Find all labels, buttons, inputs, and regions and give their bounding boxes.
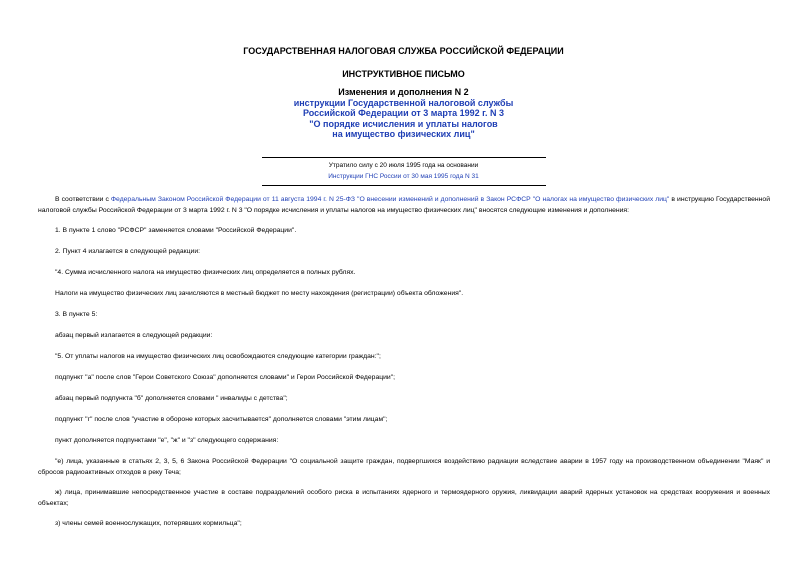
title-line-3: Российской Федерации от 3 марта 1992 г. N 3 <box>302 108 505 118</box>
paragraph-8: подпункт "а" после слов "Герои Советского Союза" дополняется словами" и Герои Российской Федерации"; <box>55 374 396 381</box>
status-note <box>0 160 807 182</box>
intro-paragraph <box>38 195 770 216</box>
paragraph-1: 1. В пункте 1 слово "РСФСР" заменяется словами "Российской Федерации". <box>55 227 297 234</box>
paragraph-4: Налоги на имущество физических лиц зачисляются в местный бюджет по месту нахождения (регистрации) объекта обложения". <box>55 290 464 297</box>
paragraph-7: "5. От уплаты налогов на имущество физических лиц освобождаются следующие категории граждан:"; <box>55 353 381 360</box>
paragraph-2: 2. Пункт 4 излагается в следующей редакции: <box>55 248 201 255</box>
document-type: ИНСТРУКТИВНОЕ ПИСЬМО <box>342 69 465 79</box>
federal-law-link[interactable]: Федеральным Законом Российской Федерации от 11 августа 1994 г. N 25-ФЗ "О внесении изменений и дополнений в Закон РСФСР "О налогах на имущество физических лиц" <box>110 196 670 203</box>
status-note-line-1: Утратило силу с 20 июля 1995 года на основании <box>328 162 479 169</box>
title-line-1: Изменения и дополнения N 2 <box>338 87 469 97</box>
paragraph-14: з) члены семей военнослужащих, потерявших кормильца"; <box>55 520 242 527</box>
title-line-5: на имущество физических лиц" <box>332 129 475 139</box>
paragraph-6: абзац первый излагается в следующей редакции: <box>55 332 213 339</box>
intro-text-a: В соответствии с <box>55 196 111 203</box>
title-line-4: "О порядке исчисления и уплаты налогов <box>309 118 498 129</box>
paragraph-13: ж) лица, принимавшие непосредственное участие в составе подразделений особого риска в испытаниях ядерного и термоядерного оружия, ликвидации аварий ядерных установок на средствах вооружения и военных объектах; <box>38 489 770 507</box>
paragraph-3: "4. Сумма исчисленного налога на имущество физических лиц определяется в полных рублях. <box>55 269 356 276</box>
document-title <box>0 87 807 140</box>
paragraph-10: подпункт "г" после слов "участие в обороне которых засчитывается" дополняется словами "этим лицам"; <box>55 416 388 423</box>
paragraph-9: абзац первый подпункта "б" дополняется словами " инвалиды с детства"; <box>55 395 288 402</box>
paragraph-12: "е) лица, указанные в статьях 2, 3, 5, 6 Закона Российской Федерации "О социальной защите граждан, подвергшихся воздействию радиации вследствие аварии в 1957 году на производственном объединении "Маяк" и сбросов радиоактивных отходов в реку Теча; <box>38 458 770 476</box>
divider-bottom <box>262 185 546 186</box>
issuing-authority: ГОСУДАРСТВЕННАЯ НАЛОГОВАЯ СЛУЖБА РОССИЙСКОЙ ФЕДЕРАЦИИ <box>243 46 564 56</box>
divider-top <box>262 157 546 158</box>
paragraph-5: 3. В пункте 5: <box>55 311 98 318</box>
paragraph-11: пункт дополняется подпунктами "е", "ж" и "з" следующего содержания: <box>55 437 279 444</box>
status-note-link[interactable]: Инструкции ГНС России от 30 мая 1995 года N 31 <box>328 173 479 180</box>
title-line-2: инструкции Государственной налоговой службы <box>293 97 514 108</box>
intro-text-b: в инструкцию Государственной налоговой службы Российской Федерации от 3 марта 1992 г. N 3 "О порядке исчисления и уплаты налогов на имущество физических лиц" вносятся следующие изменения и дополнения: <box>38 196 771 214</box>
